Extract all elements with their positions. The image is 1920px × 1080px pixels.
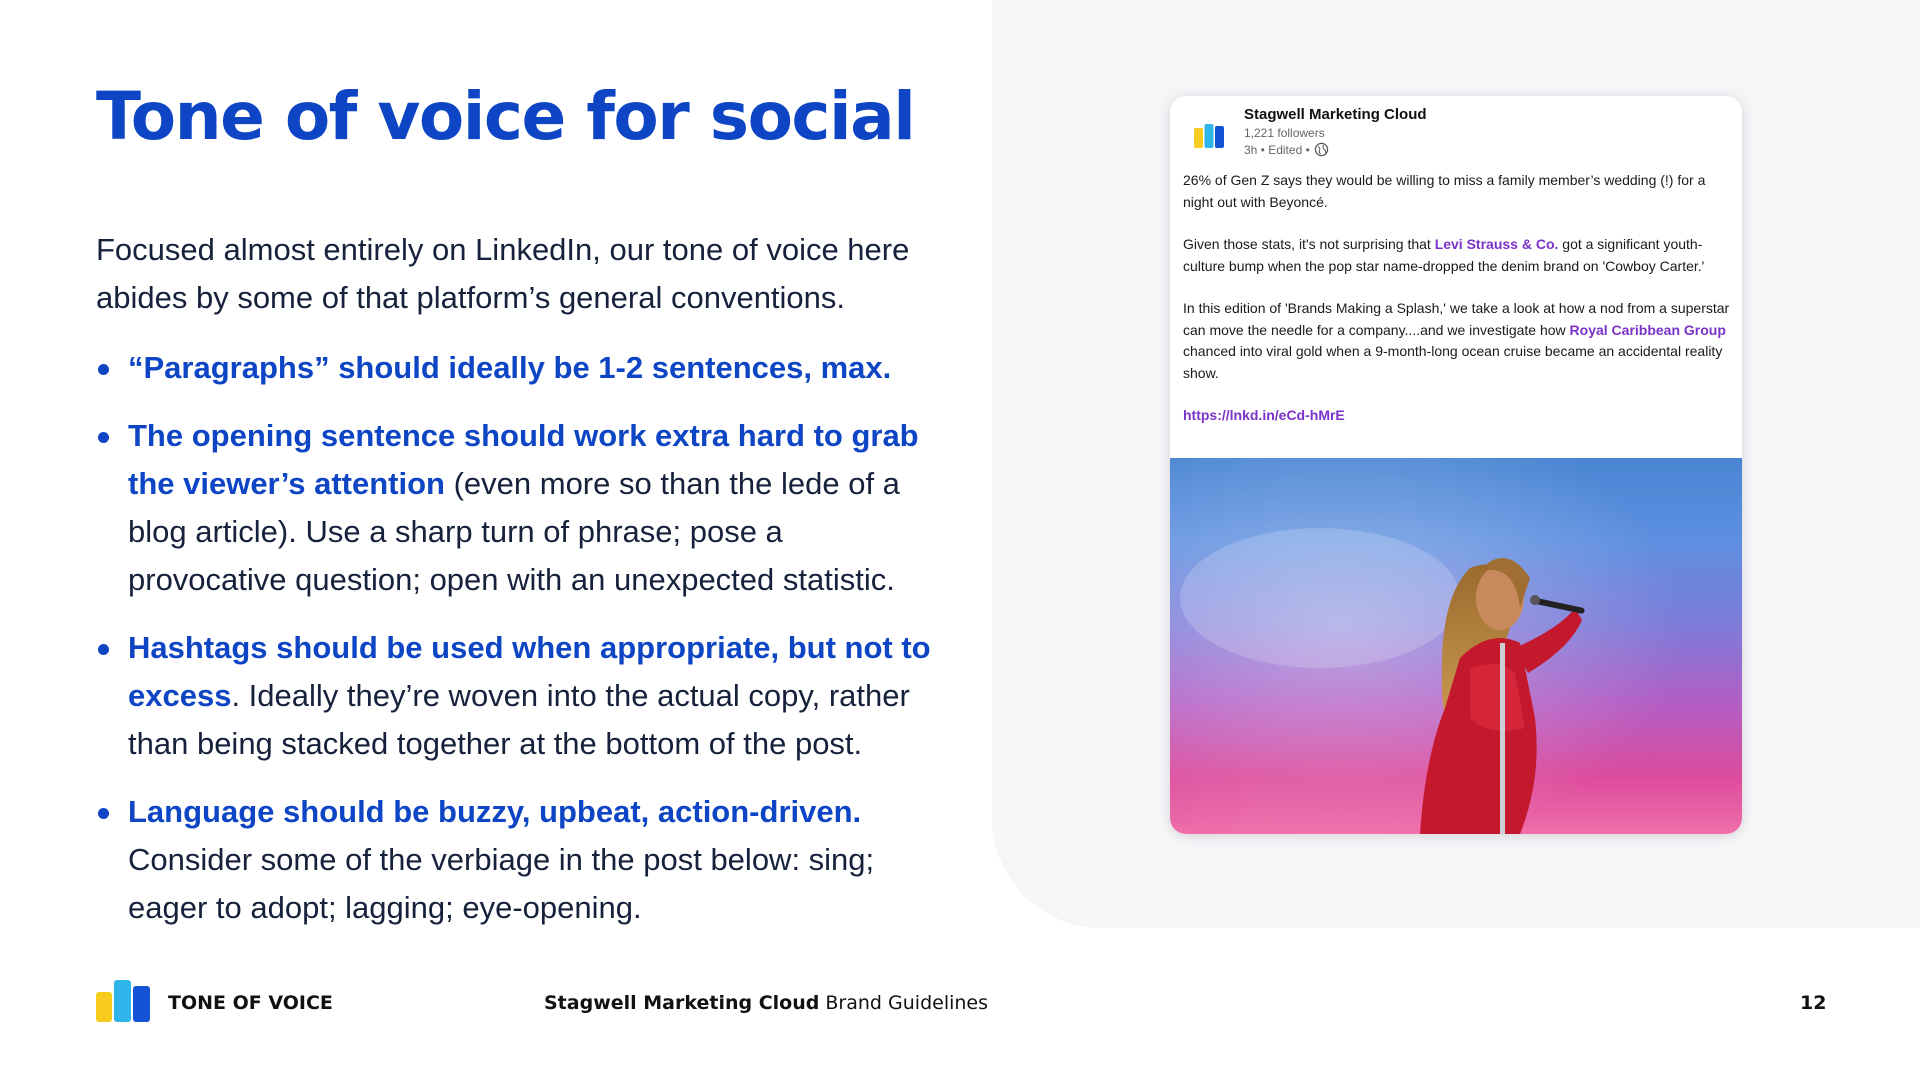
list-item [96,788,936,932]
post-author[interactable]: Stagwell Marketing Cloud [1244,106,1427,123]
bullet-dot [98,432,109,443]
list-item [96,412,936,604]
post-paragraph [1183,234,1731,277]
bullet-emphasis: Language should be buzzy, upbeat, action-driven. [128,794,862,829]
post-image[interactable] [1170,458,1742,834]
post-text: In this edition of 'Brands Making a Splash,' we take a look at how a nod from a superstar can move the needle for a company....and we investigate how [1183,300,1730,338]
post-text: chanced into viral gold when a 9-month-long ocean cruise became an accidental reality show. [1183,343,1723,381]
bullet-text: (even more so than the lede of a blog article). Use a sharp turn of phrase; pose a provocative question; open with an unexpected statistic. [128,466,900,597]
follower-count: 1,221 followers [1244,126,1325,140]
bullet-emphasis: The opening sentence should work extra hard to grab the viewer’s attention [128,418,919,501]
page-number: 12 [1800,992,1827,1014]
bullet-dot [98,808,109,819]
post-meta [1244,142,1329,157]
footer-brand-suffix: Brand Guidelines [819,992,989,1014]
bullet-emphasis: Hashtags should be used when appropriate, but not to excess [128,630,931,713]
post-paragraph: 26% of Gen Z says they would be willing to miss a family member’s wedding (!) for a night out with Beyoncé. [1183,172,1706,210]
company-link-levi[interactable]: Levi Strauss & Co. [1434,236,1559,252]
company-link-royal-caribbean[interactable]: Royal Caribbean Group [1569,321,1726,338]
page-title: Tone of voice for social [96,78,915,155]
globe-icon [1314,142,1329,157]
guideline-list [96,344,936,952]
post-body [1183,170,1731,448]
post-text: Given those stats, it's not surprising that [1183,236,1435,252]
footer-section-label: TONE OF VOICE [168,992,333,1014]
bullet-dot [98,644,109,655]
bullet-dot [98,364,109,375]
post-text: got a significant youth-culture bump when the pop star name-dropped the denim brand on 'Cowboy Carter.' [1183,236,1705,274]
post-paragraph [1183,298,1731,384]
bullet-emphasis: “Paragraphs” should ideally be 1-2 sentences, max. [128,350,892,385]
post-paragraph [1183,405,1731,427]
performer-photo [1170,458,1742,834]
post-url-link[interactable]: https://lnkd.in/eCd-hMrE [1183,407,1345,423]
bullet-text: . Ideally they’re woven into the actual copy, rather than being stacked together at the bottom of the post. [128,678,910,761]
stagwell-footer-logo-icon [96,980,152,1022]
linkedin-post-card [1170,96,1742,834]
footer-brand [544,992,988,1014]
list-item [96,344,936,392]
intro-paragraph: Focused almost entirely on LinkedIn, our tone of voice here abides by some of that platform’s general conventions. [96,232,910,315]
stagwell-logo-icon [1192,116,1226,150]
footer-brand-name: Stagwell Marketing Cloud [544,992,820,1014]
list-item [96,624,936,768]
bullet-text: Consider some of the verbiage in the post below: sing; eager to adopt; lagging; eye-opening. [128,842,875,925]
post-timestamp: 3h • Edited • [1244,142,1310,157]
